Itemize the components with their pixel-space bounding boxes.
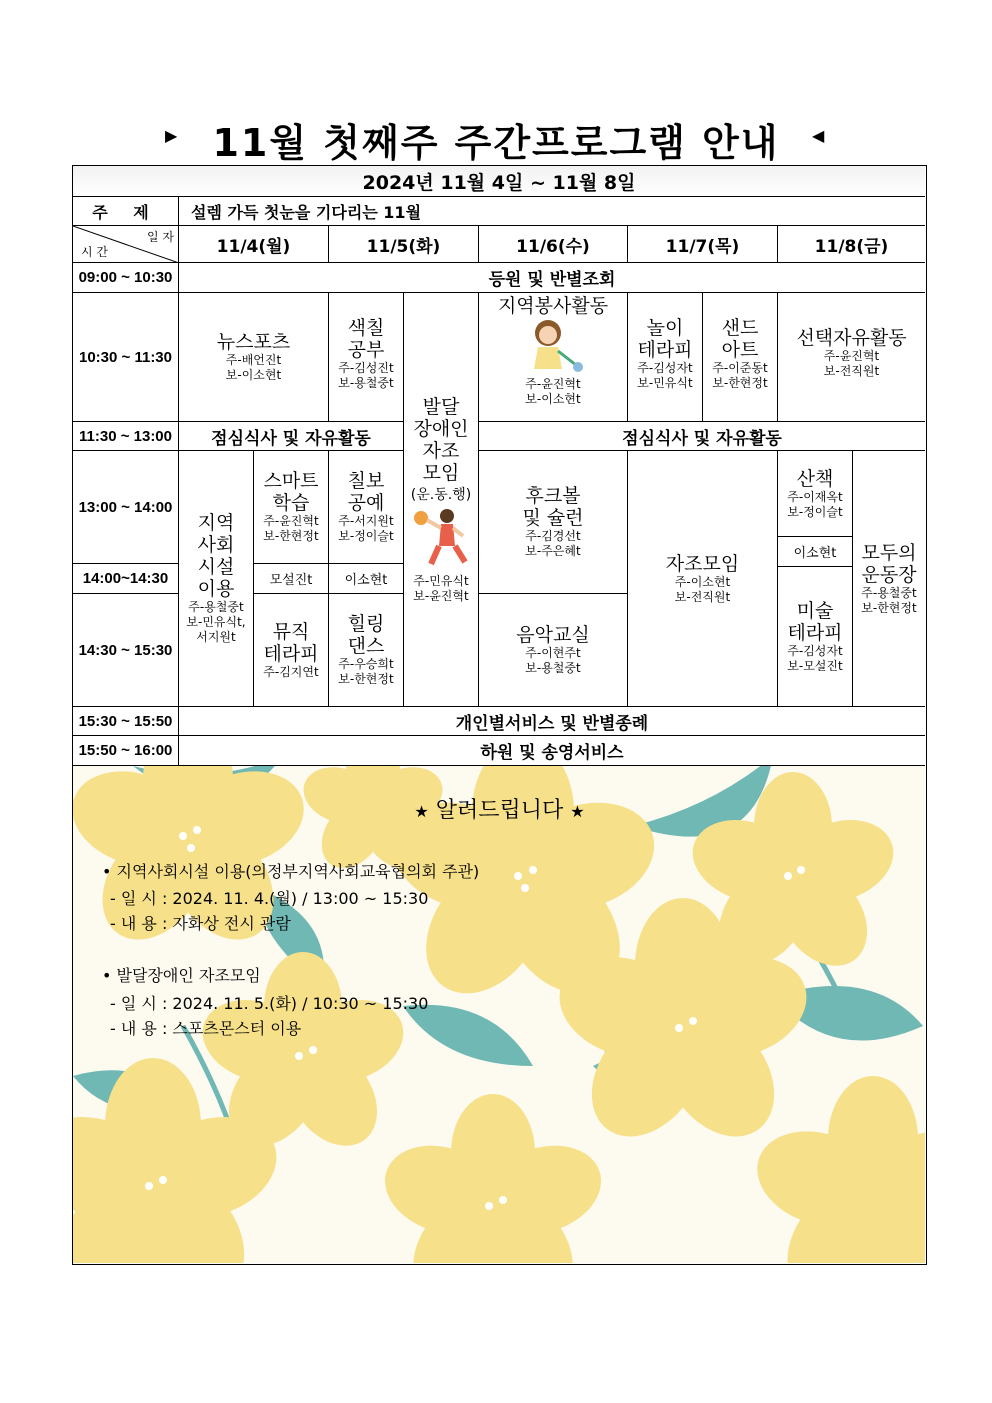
notice-item-2: • 발달장애인 자조모임 <box>102 966 261 985</box>
notice-item-2-line2: - 내 용 : 스포츠몬스터 이용 <box>110 1019 302 1038</box>
notice-title <box>72 793 927 824</box>
cell-hookball <box>479 451 628 594</box>
self-thu-staff2: 보-전직원t <box>674 589 731 604</box>
cell-self-help-thu <box>628 451 778 707</box>
play-name1: 놀이 <box>646 317 684 339</box>
music-class-name: 음악교실 <box>516 624 590 646</box>
cell-self-help-group <box>404 293 479 707</box>
cell-music-class <box>479 594 628 707</box>
chilbo-name2: 공예 <box>347 492 385 514</box>
time-1400: 14:00~14:30 <box>73 564 179 594</box>
cell-smart-learning <box>254 451 329 564</box>
cell-music-therapy <box>254 594 329 707</box>
volunteer-staff2: 보-이소현t <box>525 392 581 406</box>
day-header-fri: 11/8(금) <box>778 226 925 263</box>
theme-text: 설렘 가득 첫눈을 기다리는 11월 <box>191 202 422 222</box>
hook-staff1: 주-김경선t <box>525 529 581 543</box>
gym-name2: 운동장 <box>861 563 917 586</box>
flower-background <box>73 766 925 1263</box>
choice-name: 선택자유활동 <box>796 327 907 349</box>
notice-title-text: 알려드립니다 <box>435 798 564 823</box>
art-name1: 미술 <box>796 599 834 622</box>
gym-staff1: 주-용철중t <box>861 585 917 600</box>
news-staff2: 보-이소현t <box>225 368 282 382</box>
cell-tue-staff-lee: 이소현t <box>329 564 404 594</box>
corner-time: 시 간 <box>81 245 108 259</box>
notice-item-2-head: 발달장애인 자조모임 <box>116 966 261 985</box>
star-icon: ★ <box>570 802 585 821</box>
cell-playground <box>853 451 925 707</box>
choice-staff2: 보-전직원t <box>823 364 880 378</box>
lunch-row-left: 점심식사 및 자유활동 <box>179 422 404 451</box>
color-staff2: 보-용철중t <box>338 376 394 390</box>
sand-staff1: 주-이준동t <box>712 361 768 375</box>
color-name2: 공부 <box>347 339 385 361</box>
theme-label-cell <box>73 197 179 226</box>
selfgroup-staff2: 보-윤진혁t <box>413 588 469 603</box>
hook-staff2: 보-주은혜t <box>525 544 581 558</box>
cell-community-facility <box>179 451 254 707</box>
time-1300: 13:00 ~ 14:00 <box>73 451 179 564</box>
notice-item-1: • 지역사회시설 이용(의정부지역사회교육협의회 주관) <box>102 862 480 881</box>
smart-staff1: 주-윤진혁t <box>263 514 319 528</box>
walk-staff1: 주-이재옥t <box>787 489 843 504</box>
community-name3: 시설 <box>197 556 235 578</box>
time-1030: 10:30 ~ 11:30 <box>73 293 179 422</box>
selfgroup-name4: 모임 <box>422 461 460 484</box>
day-header-mon: 11/4(월) <box>179 226 329 263</box>
color-name1: 색칠 <box>347 317 385 339</box>
hook-name1: 후크볼 <box>525 485 581 507</box>
smart-staff2: 보-한현정t <box>263 529 319 543</box>
cell-play-therapy <box>628 293 703 422</box>
healing-name2: 댄스 <box>347 635 385 657</box>
cell-free-choice <box>778 293 925 422</box>
smart-name1: 스마트 <box>263 470 319 492</box>
music-class-staff2: 보-용철중t <box>525 661 581 675</box>
departure-row: 하원 및 송영서비스 <box>179 736 925 766</box>
notice-item-1-head: 지역사회시설 이용(의정부지역사회교육협의회 주관) <box>116 862 480 881</box>
cell-volunteer <box>479 293 628 422</box>
community-name4: 이용 <box>197 578 235 600</box>
chilbo-staff2: 보-정이슬t <box>338 529 394 543</box>
page-title: 11월 첫째주 주간프로그램 안내 <box>212 121 780 165</box>
time-1530: 15:30 ~ 15:50 <box>73 707 179 736</box>
play-staff2: 보-민유식t <box>637 376 693 390</box>
cell-news-sports <box>179 293 329 422</box>
star-icon: ★ <box>414 802 429 821</box>
play-name2: 테라피 <box>637 339 693 361</box>
lunch-row-right: 점심식사 및 자유활동 <box>479 422 925 451</box>
day-header-thu: 11/7(목) <box>628 226 778 263</box>
day-header-tue: 11/5(화) <box>329 226 479 263</box>
volunteer-girl-icon <box>518 317 588 377</box>
community-staff3: 서지원t <box>196 630 236 644</box>
cell-art-therapy <box>778 567 853 707</box>
sand-staff2: 보-한현정t <box>712 376 768 390</box>
theme-cell <box>179 197 925 226</box>
choice-staff1: 주-윤진혁t <box>823 349 880 363</box>
date-range-text: 2024년 11월 4일 ~ 11월 8일 <box>362 171 636 194</box>
time-1130: 11:30 ~ 13:00 <box>73 422 179 451</box>
community-staff1: 주-용철중t <box>188 600 244 614</box>
news-staff1: 주-배언진t <box>225 353 282 367</box>
sand-name1: 샌드 <box>721 317 759 339</box>
date-range <box>73 166 925 197</box>
self-thu-name: 자조모임 <box>665 552 740 575</box>
healing-name1: 힐링 <box>347 613 385 635</box>
community-name1: 지역 <box>197 512 235 534</box>
time-1550: 15:50 ~ 16:00 <box>73 736 179 766</box>
theme-label: 주 제 <box>92 202 159 222</box>
cell-walk <box>778 451 853 537</box>
healing-staff2: 보-한현정t <box>338 672 394 686</box>
cell-chilbo-craft <box>329 451 404 564</box>
art-staff2: 보-모설진t <box>787 658 843 673</box>
cell-sand-art <box>703 293 778 422</box>
notice-item-1-line2: - 내 용 : 자화상 전시 관람 <box>110 914 291 933</box>
time-1430: 14:30 ~ 15:30 <box>73 594 179 707</box>
selfgroup-name3: 자조 <box>422 439 460 462</box>
selfgroup-name2: 장애인 <box>413 417 469 440</box>
flower-illustration <box>73 766 925 1263</box>
walk-name: 산책 <box>796 467 834 490</box>
sand-name2: 아트 <box>721 339 759 361</box>
cell-fri-staff-lee: 이소현t <box>778 537 853 567</box>
cell-healing-dance <box>329 594 404 707</box>
smart-name2: 학습 <box>272 492 310 514</box>
music-th-staff1: 주-김지연t <box>263 664 319 679</box>
basketball-player-icon <box>411 504 471 574</box>
gym-staff2: 보-한현정t <box>861 600 917 615</box>
music-th-name2: 테라피 <box>263 642 319 665</box>
news-name: 뉴스포츠 <box>216 331 291 353</box>
music-th-name1: 뮤직 <box>272 620 310 643</box>
hook-name2: 및 슐런 <box>522 507 584 529</box>
right-triangle-icon: ◀ <box>812 126 825 145</box>
notice-item-1-line1: - 일 시 : 2024. 11. 4.(월) / 13:00 ~ 15:30 <box>110 889 429 908</box>
cell-coloring <box>329 293 404 422</box>
volunteer-name: 지역봉사활동 <box>497 295 609 317</box>
left-triangle-icon: ▶ <box>165 126 178 145</box>
art-name2: 테라피 <box>787 621 843 644</box>
chilbo-name1: 칠보 <box>347 470 385 492</box>
color-staff1: 주-김성진t <box>338 361 394 375</box>
arrival-row: 등원 및 반별조회 <box>179 263 925 293</box>
corner-cell <box>73 226 179 263</box>
gym-name1: 모두의 <box>861 541 917 564</box>
chilbo-staff1: 주-서지원t <box>338 514 394 528</box>
service-row: 개인별서비스 및 반별종례 <box>179 707 925 736</box>
play-staff1: 주-김성자t <box>637 361 693 375</box>
music-class-staff1: 주-이현주t <box>525 646 581 660</box>
selfgroup-staff1: 주-민유식t <box>413 573 469 588</box>
selfgroup-name5: (운.동.행) <box>410 486 472 503</box>
cell-tue-staff-mo: 모설진t <box>254 564 329 594</box>
art-staff1: 주-김성자t <box>787 643 843 658</box>
self-thu-staff1: 주-이소현t <box>674 574 731 589</box>
walk-staff2: 보-정이슬t <box>787 504 843 519</box>
time-0900: 09:00 ~ 10:30 <box>73 263 179 293</box>
healing-staff1: 주-우승희t <box>338 657 394 671</box>
day-header-wed: 11/6(수) <box>479 226 628 263</box>
corner-day: 일 자 <box>147 230 174 244</box>
volunteer-staff1: 주-윤진혁t <box>525 377 581 391</box>
community-name2: 사회 <box>197 534 235 556</box>
community-staff2: 보-민유식t, <box>186 615 246 629</box>
notice-item-2-line1: - 일 시 : 2024. 11. 5.(화) / 10:30 ~ 15:30 <box>110 994 429 1013</box>
selfgroup-name1: 발달 <box>422 395 460 418</box>
schedule-frame <box>72 165 927 1265</box>
